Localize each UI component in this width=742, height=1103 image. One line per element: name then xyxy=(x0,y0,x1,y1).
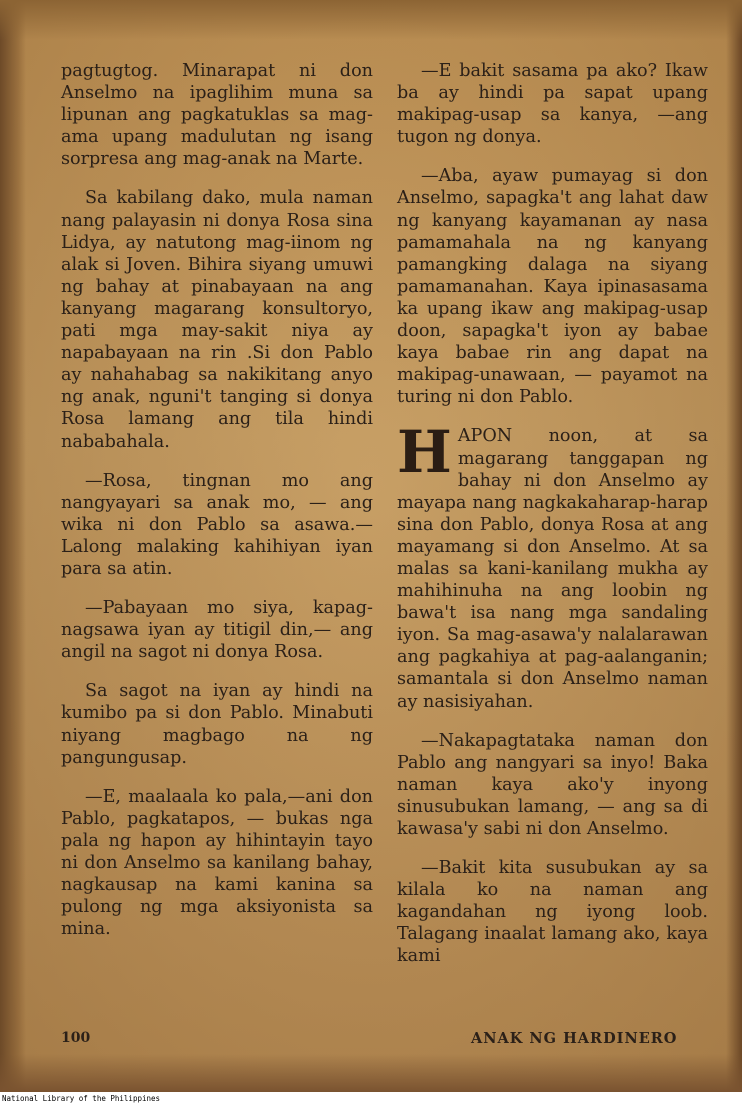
page-edge-shadow-top xyxy=(0,0,742,40)
drop-cap: H xyxy=(397,418,452,487)
paragraph: Sa sagot na iyan ay hindi na kumibo pa si don Pablo. Minabuti niyang magbago na ng pangungusap. xyxy=(61,681,373,768)
paragraph: Sa kabilang dako, mula naman nang palayasin ni donya Rosa sina Lidya, ay natutong mag-iinom ng alak si Joven. Bihira siyang umuwi ng bahay at pinabayaan na ang kanyang magarang konsultoryo, pati mga may-sakit niya ay napabayaan na rin .Si don Pablo ay nahahabag sa nakikitang anyo ng anak, nguni't tanging si donya Rosa lamang ang tila hindi nababahala. xyxy=(61,188,373,452)
paragraph: —E, maalaala ko pala,—ani don Pablo, pagkatapos, — bukas nga pala ng hapon ay hihintayin tayo ni don Anselmo sa kanilang bahay, nagkausap na kami kanina sa pulong ng mga aksiyonista sa mina. xyxy=(61,786,373,940)
paragraph-text: APON noon, at sa magarang tanggapan ng bahay ni don Anselmo ay mayapa nang nagkakaharap-harap sina don Pablo, donya Rosa at ang mayamang si don Anselmo. At sa malas sa kani-kanilang mukha ay mahihinuha na ang loobin ng bawa't isa nang mga sandaling iyon. Sa mag-asawa'y nalalarawan ang pagkahiya at pag-aalanganin; samantala si don Anselmo naman ay nasisiyahan. xyxy=(397,426,708,712)
library-credit: National Library of the Philippines xyxy=(2,1094,161,1103)
paragraph: —Aba, ayaw pumayag si don Anselmo, sapagka't ang lahat daw ng kanyang kayamanan ay nasa pamamahala na ng kanyang pamangking dalaga na siyang pamamanahan. Kaya ipinasasama ka upang ikaw ang makipag-usap doon, sapagka't iyon ay babae kaya babae rin ang dapat na makipag-unawaan, — payamot na turing ni don Pablo. xyxy=(397,166,708,408)
page-edge-shadow-bottom xyxy=(0,1054,742,1092)
paragraph: pagtugtog. Minarapat ni don Anselmo na ipaglihim muna sa lipunan ang pagkatuklas sa mag-ama upang madulutan ng isang sorpresa ang mag-anak na Marte. xyxy=(61,61,373,170)
page-number: 100 xyxy=(61,1030,91,1046)
left-column xyxy=(61,60,373,957)
section-opening-paragraph xyxy=(397,418,708,712)
page-edge-shadow-left xyxy=(0,0,26,1092)
paragraph: —E bakit sasama pa ako? Ikaw ba ay hindi pa sapat upang makipag-usap sa kanya, —ang tugon ng donya. xyxy=(397,61,708,148)
page-edge-shadow-right xyxy=(726,0,742,1092)
paragraph: —Nakapagtataka naman don Pablo ang nangyari sa inyo! Baka naman kaya ako'y inyong sinusubukan lamang, — ang sa di kawasa'y sabi ni don Anselmo. xyxy=(397,730,708,839)
paragraph: —Rosa, tingnan mo ang nangyayari sa anak mo, — ang wika ni don Pablo sa asawa.— Lalong malaking kahihiyan iyan para sa atin. xyxy=(61,470,373,579)
running-title: ANAK NG HARDINERO xyxy=(471,1030,678,1047)
right-column xyxy=(397,60,708,985)
paragraph: —Bakit kita susubukan ay sa kilala ko na naman ang kagandahan ng iyong loob. Talagang inaalat lamang ako, kaya kami xyxy=(397,858,708,967)
paragraph: —Pabayaan mo siya, kapag-nagsawa iyan ay titigil din,— ang angil na sagot ni donya Rosa. xyxy=(61,598,373,663)
